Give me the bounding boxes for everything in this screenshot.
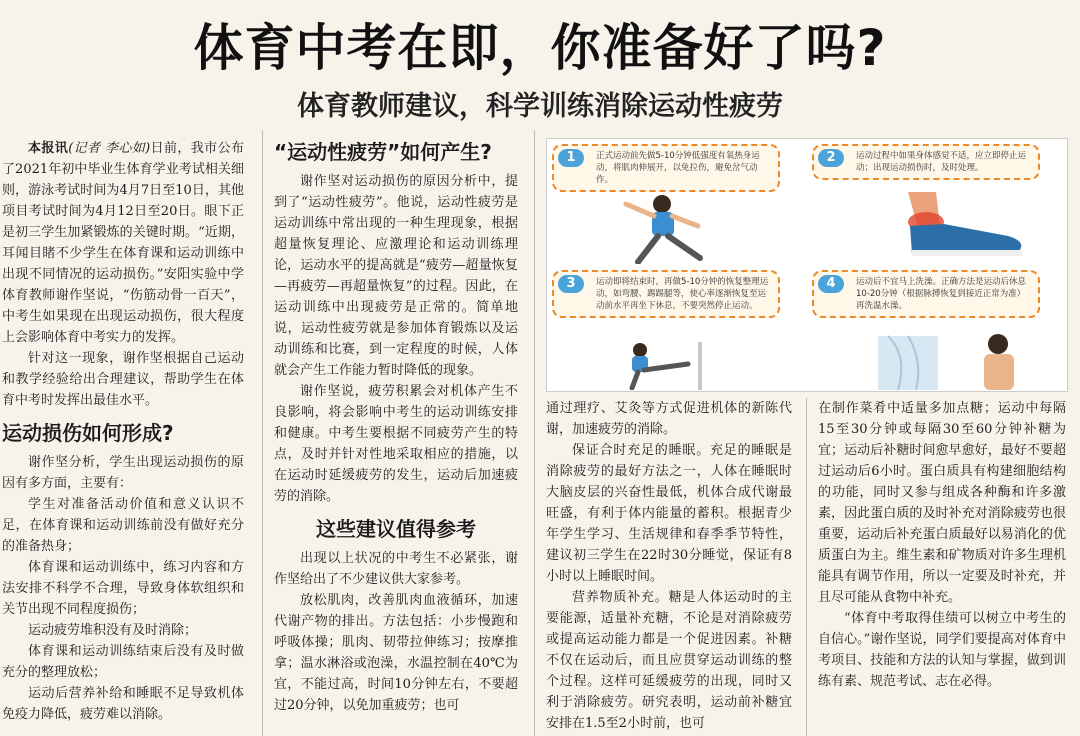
paragraph: 谢作坚对运动损伤的原因分析中，提到了“运动性疲劳”。他说，运动性疲劳是运动训练中常出现的一种生理现象，根据超量恢复理论、应激理论和运动训练理论，运动水平的提高就是“疲劳—超量恢复—再疲劳—再超量恢复”的过程。因此，在运动训练中出现疲劳是正常的。简单地说，运动性疲劳就是参加体育锻炼以及运动训练和比赛，到一定程度的时候，人体就会产生工作能力暂时降低的现象。 [274,174,518,378]
tip-text: 运动过程中如果身体感觉不适，应立即停止运动；出现运动损伤时，及时处理。 [856,151,1027,173]
tip-text: 运动后不宜马上洗澡。正确方法是运动后休息10-20分钟（根据脉搏恢复到接近正常为准）再洗温水澡。 [856,277,1027,311]
column-divider [534,130,535,736]
paragraph: 运动疲劳堆积没有及时消除； [28,623,198,638]
stretching-student-figure [608,192,748,264]
paragraph: “体育中考取得佳绩可以树立中考生的自信心。”谢作坚说，同学们要提高对体育中考项目、技能和方法的认知与掌握，做到训练有素、规范考试、志在必得。 [818,611,1066,689]
reporter-credit: (记者 李心如) [68,141,151,156]
tip-number: 1 [558,149,584,167]
paragraph: 体育课和运动训练中，练习内容和方法安排不科学不合理，导致身体软组织和关节出现不同程度损伤； [2,560,244,617]
paragraph: 运动后营养补给和睡眠不足导致机体免疫力降低，疲劳难以消除。 [2,686,244,722]
byline: 本报讯 [28,141,69,156]
paragraph: 通过理疗、艾灸等方式促进机体的新陈代谢，加速疲劳的消除。 [546,401,792,437]
paragraph: 出现以上状况的中考生不必紧张，谢作坚给出了不少建议供大家参考。 [274,551,518,587]
article-column-2 [274,138,518,716]
paragraph: 放松肌肉，改善肌肉血液循环，加速代谢产物的排出。方法包括：小步慢跑和呼吸体操；肌肉、韧带拉伸练习；按摩推拿；温水淋浴或泡澡，水温控制在40℃为宜，不能过高，时间10分钟左右，不要超过20分钟，以免加重疲劳；也可 [274,593,518,713]
tip-box [552,144,780,192]
paragraph: 谢作坚说，疲劳积累会对机体产生不良影响，将会影响中考生的运动训练安排和健康。中考生要根据不同疲劳产生的特点，及时并针对性地采取相应的措施，以在运动时延缓疲劳的发生，运动后加速疲劳的消除。 [274,384,518,504]
section-title-advice: 这些建议值得参考 [316,517,476,541]
tip-box [552,270,780,318]
tip-panel-2 [808,140,1066,264]
subheadline: 体育教师建议，科学训练消除运动性疲劳 [297,91,783,122]
paragraph: 在制作菜肴中适量多加点糖；运动中每隔15至30分钟或每隔30至60分钟补糖为宜；运动后补糖时间愈早愈好，最好不要超过运动后6小时。蛋白质具有构建细胞结构的功能，同时又参与组成各种酶和许多激素，因此蛋白质的及时补充对消除疲劳也很重要，运动后补充蛋白质最好以易消化的优质蛋白为主。维生素和矿物质对许多生理机能具有调节作用，所以一定要及时补充，并且尽可能从食物中补充。 [818,401,1066,605]
column-divider [806,398,807,736]
tip-panel-3 [548,266,806,390]
tip-panel-4 [808,266,1066,390]
section-title-fatigue: “运动性疲劳”如何产生? [274,140,492,164]
exercise-tips-illustration [546,138,1068,392]
section-title-injury: 运动损伤如何形成? [2,421,174,445]
headline: 体育中考在即，你准备好了吗? [193,19,887,77]
article-column-1 [2,138,244,725]
injured-ankle-figure [878,192,1048,264]
paragraph: 针对这一现象，谢作坚根据自己运动和教学经验给出合理建议，帮助学生在体育中考时发挥出最佳水平。 [2,351,244,408]
article-column-4 [818,398,1066,692]
tip-text: 运动即将结束时，再做5-10分钟的恢复整理运动，如弯腰、踢踢腿等，使心率逐渐恢复至运动前水平再坐下休息，不要突然停止运动。 [596,277,769,311]
tip-number: 4 [818,275,844,293]
paragraph: 谢作坚分析，学生出现运动损伤的原因有多方面，主要有： [2,455,244,491]
paragraph: 营养物质补充。糖是人体运动时的主要能源，适量补充糖，不论是对消除疲劳或提高运动能力都是一个促进因素。补糖不仅在运动后，而且应贯穿运动训练的整个过程。这样可延缓疲劳的出现，同时又利于消除疲劳。研究表明，运动前补糖宜安排在1.5至2小时前，也可 [546,590,792,731]
tip-number: 2 [818,149,844,167]
paragraph: 保证合时充足的睡眠。充足的睡眠是消除疲劳的最好方法之一，人体在睡眠时大脑皮层的兴奋性最低，机体合成代谢最旺盛，有利于体内能量的蓄积。根据青少年学生学习、生活规律和春季季节特性，建议初三学生在22时30分睡觉，保证有8小时以上睡眠时间。 [546,443,792,584]
shower-figure [868,326,1058,390]
paragraph: 体育课和运动训练结束后没有及时做充分的整理放松； [2,644,244,680]
tip-number: 3 [558,275,584,293]
tip-panel-1 [548,140,806,264]
tip-box [812,144,1040,180]
cooldown-kicking-figure [618,342,758,390]
tip-text: 正式运动前先做5-10分钟低强度有氧热身运动，将肌肉伸展开，以免拉伤，避免岔气动作。 [596,151,760,185]
lead-paragraph [2,138,244,348]
paragraph-text: 日前，我市公布了2021年初中毕业生体育学业考试相关细则，游泳考试时间为4月7日至10日，其他项目考试时间为4月12日至20日。眼下正是初三学生加紧锻炼的关键时期。“近期，耳闻目睹不少学生在体育课和运动训练中出现不同情况的运动损伤。”安阳实验中学体育教师谢作坚说，“伤筋动骨一百天”，中考生如果现在出现运动损伤，很大程度上会影响体育中考实力的发挥。 [2,141,244,345]
paragraph: 学生对准备活动价值和意义认识不足，在体育课和运动训练前没有做好充分的准备热身； [2,497,244,554]
article-column-3 [546,398,792,734]
tip-box [812,270,1040,318]
column-divider [262,130,263,736]
